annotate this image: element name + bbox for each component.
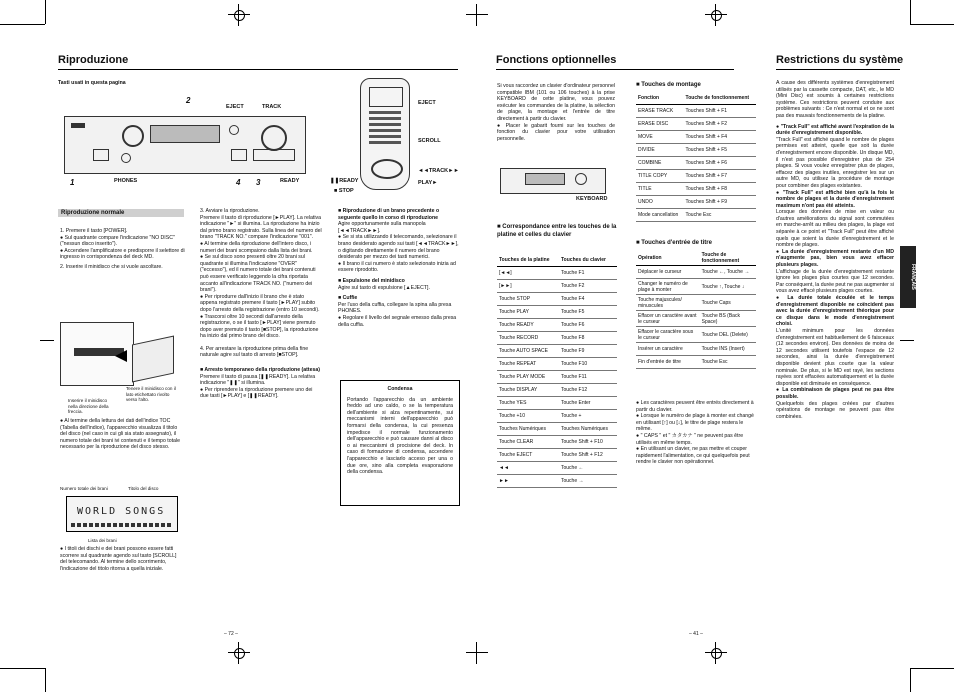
- montage-row-cell: UNDO: [636, 196, 684, 209]
- montage-row-cell: TITLE: [636, 183, 684, 196]
- montage-row-cell: Touches Shift + F7: [684, 170, 756, 183]
- remote-stop-label: ■ STOP: [334, 188, 354, 194]
- correspondence-row-cell: Touche RECORD: [497, 332, 559, 345]
- correspondence-row: [497, 436, 617, 449]
- montage-row-cell: Touches Shift + F1: [684, 105, 756, 118]
- title-entry-row-cell: Touche DEL (Delete): [700, 327, 756, 343]
- correspondence-row: [497, 384, 617, 397]
- correspondence-row: [497, 267, 617, 280]
- correspondence-row-cell: Touche F8: [559, 332, 617, 345]
- label-eject: EJECT: [226, 104, 244, 110]
- title-notes: ● Les caractères peuvent être entrés directement à partir du clavier. ● Lorsque le numéro de plage à monter est changé en utilisant [↑] ou [↓], le titre de plage restera le même. ● " CAPS " et " カタカナ " ne peuvent pas être utilisés en même temps. ● En utilisant un clavier, ne pas mettre et couper rapidement l'alimentation, ce qui quelquefois peut rendre le clavier non opérationnel.: [636, 400, 754, 466]
- label-2: 2: [186, 96, 191, 105]
- correspondence-row-cell: Touche F10: [559, 358, 617, 371]
- correspondence-row-cell: Touche Enter: [559, 397, 617, 410]
- remote-illustration: [360, 78, 410, 190]
- condensation-box: [340, 380, 460, 506]
- correspondence-row-cell: Touche F5: [559, 306, 617, 319]
- correspondence-row-cell: Touche →: [559, 475, 617, 488]
- correspondence-row-cell: Touche F12: [559, 384, 617, 397]
- remote-ready-label: ❚❚READY: [330, 178, 359, 184]
- deck-illustration: [64, 116, 306, 174]
- keys-subtitle: Tasti usati in questa pagina: [58, 80, 126, 86]
- total-tracks-label: Numero totale dei brani: [60, 486, 108, 491]
- label-ready: READY: [280, 178, 300, 184]
- title-entry-row: [636, 295, 756, 311]
- crop-mark: [466, 642, 488, 664]
- montage-row: [636, 209, 756, 222]
- title-entry-row-cell: Touche majuscules/ minuscules: [636, 295, 700, 311]
- correspondence-row: [497, 319, 617, 332]
- restrictions-text: A cause des différents systèmes d'enregistrement utilisés par la cassette compacte, DAT, etc., le MD (Mini Disc) est soumis à certaines restrictions système. Ces restrictions peuvent conduire aux problèmes suivants : Ce n'est normal et ce ne sont pas des mauvais fonctionnements de la platine. ● "Track Full" est affiché avant l'expiration de la durée d'enregistrement disponible. "Track Full" est affiché quand le nombre de plages permises est atteint, quelle que soit la durée d'enregistrement encore disponible. Un disque MD, il n'est pas possible d'enregistrer plus de 254 plages. Si vous voulez enregistrer plus de plages, effacez des plages inutiles, enregistrer les sur un autre MD, ou utilisez la procédure de montage pour combiner des plages existantes. ● "Track Full" est affiché bien qu'à la fois le nombre de plages et la durée d'enregistrement maximum n'ont pas été atteints. Lorsque des données de mise en valeur ou d'autres améliorations du signal sont commutées en marche-arrêt au milieu des plages, la plage est séparée à ce point et "Track Full" peut être affiché quels que soient la durée d'enregistrement et le nombre de plages. ● La durée d'enregistrement restante d'un MD n'augmente pas, bien vous avez effacer plusieurs plages. L'affichage de la durée d'enregistrement restante ignore les plages plus courtes que 12 secondes. Par conséquent, la durée peut ne pas augmenter si vous avez effacé plusieurs plages courtes. ● La durée totale écoulée et le temps d'enregistrement disponible ne coïncident pas avec la durée d'enregistrement théorique pour ce disque dans le mode d'enregistrement choisi. L'unité minimum pour les données d'enregistrement est habituellement de 6 faisceaux (12 secondes environ). Des données de moins de 12 secondes utilisent toutefois l'espace de 12 secondes, ainsi la durée d'enregistrement disponible devient plus courte que la valeur nominale. De plus, si le MD est rayé, les sections rayées sont effacées automatiquement et la durée disponible est diminuée en conséquence. ● La combinaison de plages peut ne pas être possible. Quelquefois des plages créées par d'autres opérations de montage ne peuvent pas être combinées.: [776, 80, 894, 420]
- display-illustration: [66, 496, 178, 532]
- correspondence-table: Touches de la platine Touches du clavier [◄◄] Touche F1 [►►] Touche F2 Touche STOP Touche F4 Touche PLAY Touche F5 Touche READY Touche F6 Touche RECORD Touche F8 Touche AUTO SPACE Touche F9 Touche REPEAT Touche F10 Touche PLAY MODE Touche F11 Touche DISPLAY Touche F12 Touche YES Touche Enter Touche +10 Touche + Touches Numériques Touches Numériques Touche CLEAR Touche Shift + F10 Touche EJECT Touche Shift + F12 ◄◄ Touche ← ►► Touche →: [497, 254, 617, 488]
- correspondence-row: [497, 462, 617, 475]
- correspondence-row: [497, 345, 617, 358]
- correspondence-row-cell: Touche +10: [497, 410, 559, 423]
- correspondence-row: [497, 332, 617, 345]
- montage-row-cell: DIVIDE: [636, 144, 684, 157]
- remote-eject-label: EJECT: [418, 100, 436, 106]
- montage-row-cell: Touches Shift + F9: [684, 196, 756, 209]
- title-entry-row: [636, 327, 756, 343]
- montage-row-cell: Touches Shift + F2: [684, 118, 756, 131]
- correspondence-row-cell: Touche AUTO SPACE: [497, 345, 559, 358]
- correspondence-row: [497, 423, 617, 436]
- correspondence-row: [497, 475, 617, 488]
- options-title: Fonctions optionnelles: [496, 54, 617, 66]
- montage-row: [636, 157, 756, 170]
- options-intro: Si vous raccordez un clavier d'ordinateur personnel compatible IBM (101 ou 106 touches) à la prise KEYBOARD de cette platine, vous pouvez exécuter les commandes de la platine, la sélection de plage, la montage et l'entrée de titre directement à partir du clavier. ● Placer le gabarit fourni sur les touches de fonction du clavier pour votre utilisation personnelle.: [497, 83, 615, 142]
- correspondence-row-cell: Touche F2: [559, 280, 617, 293]
- montage-row-cell: Touches Shift + F6: [684, 157, 756, 170]
- correspondence-row-cell: Touche ←: [559, 462, 617, 475]
- label-phones: PHONES: [114, 178, 138, 184]
- correspondence-row-cell: Touche F6: [559, 319, 617, 332]
- montage-heading: ■ Touches de montage: [636, 82, 701, 88]
- correspondence-heading: ■ Correspondance entre les touches de la platine et celles du clavier: [497, 224, 617, 238]
- keyboard-deck-illustration: [500, 168, 606, 194]
- remote-track-label: ◄◄TRACK►►: [418, 168, 460, 174]
- keyboard-label: KEYBOARD: [576, 196, 608, 202]
- title-entry-row-cell: Touche BS (Back Space): [700, 311, 756, 327]
- title-entry-row-cell: Changer le numéro de plage à monter: [636, 279, 700, 295]
- correspondence-row-cell: Touche DISPLAY: [497, 384, 559, 397]
- correspondence-row: [497, 293, 617, 306]
- track-list-label: Lista dei brani: [88, 538, 117, 543]
- correspondence-row-cell: Touche REPEAT: [497, 358, 559, 371]
- montage-row: [636, 131, 756, 144]
- label-up-note: Tenere il minidisco con il lato etichettato rivolto verso l'alto.: [126, 386, 176, 403]
- title-entry-row: [636, 279, 756, 295]
- label-track: TRACK: [262, 104, 282, 110]
- montage-row-cell: Touches Shift + F5: [684, 144, 756, 157]
- correspondence-row-cell: Touche +: [559, 410, 617, 423]
- remote-scroll-label: SCROLL: [418, 138, 441, 144]
- correspondence-row-cell: ◄◄: [497, 462, 559, 475]
- montage-row: [636, 118, 756, 131]
- montage-row-cell: MOVE: [636, 131, 684, 144]
- disc-title-label: Titolo del disco: [128, 486, 159, 491]
- page-number-left: – 72 –: [224, 631, 238, 637]
- condensation-title: Condensa: [387, 386, 413, 392]
- correspondence-row-cell: Touche F4: [559, 293, 617, 306]
- correspondence-row: [497, 410, 617, 423]
- label-1: 1: [70, 178, 75, 187]
- crop-mark: [228, 4, 250, 26]
- toc-note: ● Al termine della lettura dei dati dell'indice TOC (Tabella dell'indice), l'apparecchio visualizza il titolo del disco (nel caso in cui gli sia stato assegnato), il numero totale dei brani ivi contenuti e il tempo totale necessario per la riproduzione del disco stesso.: [60, 418, 180, 451]
- title-entry-row-cell: Touche Caps: [700, 295, 756, 311]
- correspondence-row: [497, 306, 617, 319]
- title-entry-row-cell: Touche Esc: [700, 356, 756, 369]
- correspondence-row-cell: [◄◄]: [497, 267, 559, 280]
- montage-row-cell: COMBINE: [636, 157, 684, 170]
- correspondence-row-cell: Touche PLAY: [497, 306, 559, 319]
- remote-play-label: PLAY►: [418, 180, 438, 186]
- correspondence-row: [497, 371, 617, 384]
- title-entry-row: [636, 343, 756, 356]
- title-entry-row: [636, 356, 756, 369]
- section-header: Riproduzione normale: [58, 209, 184, 217]
- label-3: 3: [256, 178, 261, 187]
- correspondence-row-cell: ►►: [497, 475, 559, 488]
- montage-row-cell: Touches Shift + F4: [684, 131, 756, 144]
- title-entry-row-cell: Fin d'entrée de titre: [636, 356, 700, 369]
- display-text: WORLD SONGS: [77, 506, 166, 517]
- montage-row: [636, 196, 756, 209]
- correspondence-row-cell: Touche Shift + F12: [559, 449, 617, 462]
- correspondence-row-cell: Touche CLEAR: [497, 436, 559, 449]
- title-entry-row: [636, 266, 756, 279]
- title-entry-row-cell: Touche ↑, Touche ↓: [700, 279, 756, 295]
- montage-table: Fonction Touche de fonctionnement ERASE TRACK Touches Shift + F1 ERASE DISC Touches Shift + F2 MOVE Touches Shift + F4 DIVIDE Touches Shift + F5 COMBINE Touches Shift + F6 TITLE COPY Touches Shift + F7 TITLE Touches Shift + F8 UNDO Touches Shift + F9 Mode cancellation Touche Esc: [636, 92, 756, 222]
- correspondence-row: [497, 358, 617, 371]
- crop-mark: [228, 642, 250, 664]
- correspondence-row-cell: Touche F9: [559, 345, 617, 358]
- montage-row-cell: TITLE COPY: [636, 170, 684, 183]
- title-entry-row: [636, 311, 756, 327]
- page-number-right: – 41 –: [689, 631, 703, 637]
- title-entry-row-cell: Effacer un caractère avant le curseur: [636, 311, 700, 327]
- title-entry-row-cell: Touche ←, Touche →: [700, 266, 756, 279]
- correspondence-row: [497, 397, 617, 410]
- crop-mark: [466, 4, 488, 26]
- correspondence-row-cell: Touches Numériques: [559, 423, 617, 436]
- correspondence-row-cell: Touches Numériques: [497, 423, 559, 436]
- montage-row: [636, 183, 756, 196]
- montage-row-cell: Mode cancellation: [636, 209, 684, 222]
- left-column-2: 3. Avviare la riproduzione. Premere il tasto di riproduzione [►PLAY]. La relativa indicazione "►" si illumina. La riproduzione ha inizio dal primo brano registrato. Sulla linea del numero del brano "TRACK NO." compare l'indicazione "001". ● Al termine della riproduzione dell'intero disco, i numeri dei brani scompaiono dalla lista dei brani. ● Se sul disco sono presenti oltre 20 brani sul quadrante si illumina l'indicazione "OVER" ("eccesso"), ed il numero totale dei brani contenuti può essere verificato leggendo la cifra riportata accanto all'indicazione TRACK NO. ("numero dei brani"). ● Per riprodurre dall'inizio il brano che è stato appena registrato premere il tasto [►PLAY] subito dopo l'arresto della registrazione (entro 10 secondi). ● Trascorsi oltre 10 secondi dall'arresto della registrazione, o se il tasto [►PLAY] viene premuto dopo aver premuto il tasto [■STOP], la riproduzione ha inizio dal primo brano del disco. 4. Per arrestare la riproduzione prima della fine naturale agire sul tasto di arresto [■STOP]. ■ Arresto temporaneo della riproduzione (attesa) Premere il tasto di pausa [❚❚READY]. La relativa indicazione "❚❚" si illumina. ● Per riprendere la riproduzione premere uno dei due tasti [►PLAY] e [❚❚READY].: [200, 208, 322, 400]
- restrictions-title: Restrictions du système: [776, 54, 904, 66]
- montage-row-cell: Touche Esc: [684, 209, 756, 222]
- insert-note: Inserire il minidisco nella direzione della freccia.: [68, 398, 109, 415]
- correspondence-row-cell: Touche READY: [497, 319, 559, 332]
- language-tab: FRANÇAIS: [900, 246, 916, 308]
- title-entry-row-cell: Effacer le caractère sous le curseur: [636, 327, 700, 343]
- correspondence-row-cell: Touche F11: [559, 371, 617, 384]
- montage-row: [636, 105, 756, 118]
- montage-row: [636, 144, 756, 157]
- page-title: Riproduzione: [58, 54, 129, 66]
- title-entry-row-cell: Insérer un caractère: [636, 343, 700, 356]
- left-column-3: ■ Riproduzione di un brano precedente o seguente quello in corso di riproduzione Agire opportunamente sulla manopola [◄◄TRACK►►]. ● Se si sta utilizzando il telecomando, selezionare il brano desiderato agendo sui tasti [◄◄TRACK►►], o digitando direttamente il numero del brano desiderato per mezzo dei tasti numerici. ● Il brano il cui numero è stato selezionato inizia ad essere riprodotto. ■ Espulsione del minidisco Agire sul tasto di espulsione [▲EJECT]. ■ Cuffie Per l'uso della cuffia, collegare la spina alla presa PHONES. ● Regolare il livello del segnale emesso dalla presa della cuffia.: [338, 208, 459, 328]
- correspondence-row-cell: [►►]: [497, 280, 559, 293]
- montage-row-cell: Touches Shift + F8: [684, 183, 756, 196]
- scroll-note: ● I titoli dei dischi e dei brani possono essere fatti scorrere sul quadrante agendo sul tasto [SCROLL] del telecomando. Al termine dello scorrimento, l'indicazione del titolo ritorna a quella iniziale.: [60, 546, 177, 572]
- title-entry-row-cell: Touche INS (Insert): [700, 343, 756, 356]
- montage-row-cell: ERASE DISC: [636, 118, 684, 131]
- correspondence-row-cell: Touche Shift + F10: [559, 436, 617, 449]
- correspondence-row-cell: Touche EJECT: [497, 449, 559, 462]
- correspondence-row: [497, 280, 617, 293]
- correspondence-row-cell: Touche PLAY MODE: [497, 371, 559, 384]
- correspondence-row: [497, 449, 617, 462]
- crop-mark: [705, 642, 727, 664]
- montage-row: [636, 170, 756, 183]
- left-column-1: 1. Premere il tasto [POWER]. ● Sul quadrante compare l'indicazione "NO DISC" ("nessun disco inserito"). ● Accendere l'amplificatore e predisporre il selettore di ingresso in corrispondenza del deck MD. 2. Inserire il minidisco che si vuole ascoltare.: [60, 228, 185, 270]
- correspondence-row-cell: Touche STOP: [497, 293, 559, 306]
- label-4: 4: [236, 178, 241, 187]
- title-entry-row-cell: Déplacer le curseur: [636, 266, 700, 279]
- title-entry-table: Opération Touche de fonctionnement Déplacer le curseur Touche ←, Touche → Changer le numéro de plage à monter Touche ↑, Touche ↓ Touche majuscules/ minuscules Touche Caps Effacer un caractère avant le curseur Touche BS (Back Space) Effacer le caractère sous le curseur Touche DEL (Delete) Insérer un caractère Touche INS (Insert) Fin d'entrée de titre Touche Esc: [636, 250, 756, 369]
- correspondence-row-cell: Touche YES: [497, 397, 559, 410]
- correspondence-row-cell: Touche F1: [559, 267, 617, 280]
- title-entry-heading: ■ Touches d'entrée de titre: [636, 240, 712, 246]
- condensation-text: Portando l'apparecchio da un ambiente freddo ad uno caldo, o se la temperatura dell'ambiente si alza repentinamente, sui meccanismi interni dell'apparecchio può formarsi della condensa, la cui presenza impedisce il normale funzionamento dell'apparecchio e può causare danni al disco o ai meccanismi di procisione del deck. In caso di formazione di condensa, accendere l'apparecchio e lasciarlo acceso per una o due ore, sino alla completa evaporazione della condensa.: [347, 396, 453, 476]
- montage-row-cell: ERASE TRACK: [636, 105, 684, 118]
- crop-mark: [705, 4, 727, 26]
